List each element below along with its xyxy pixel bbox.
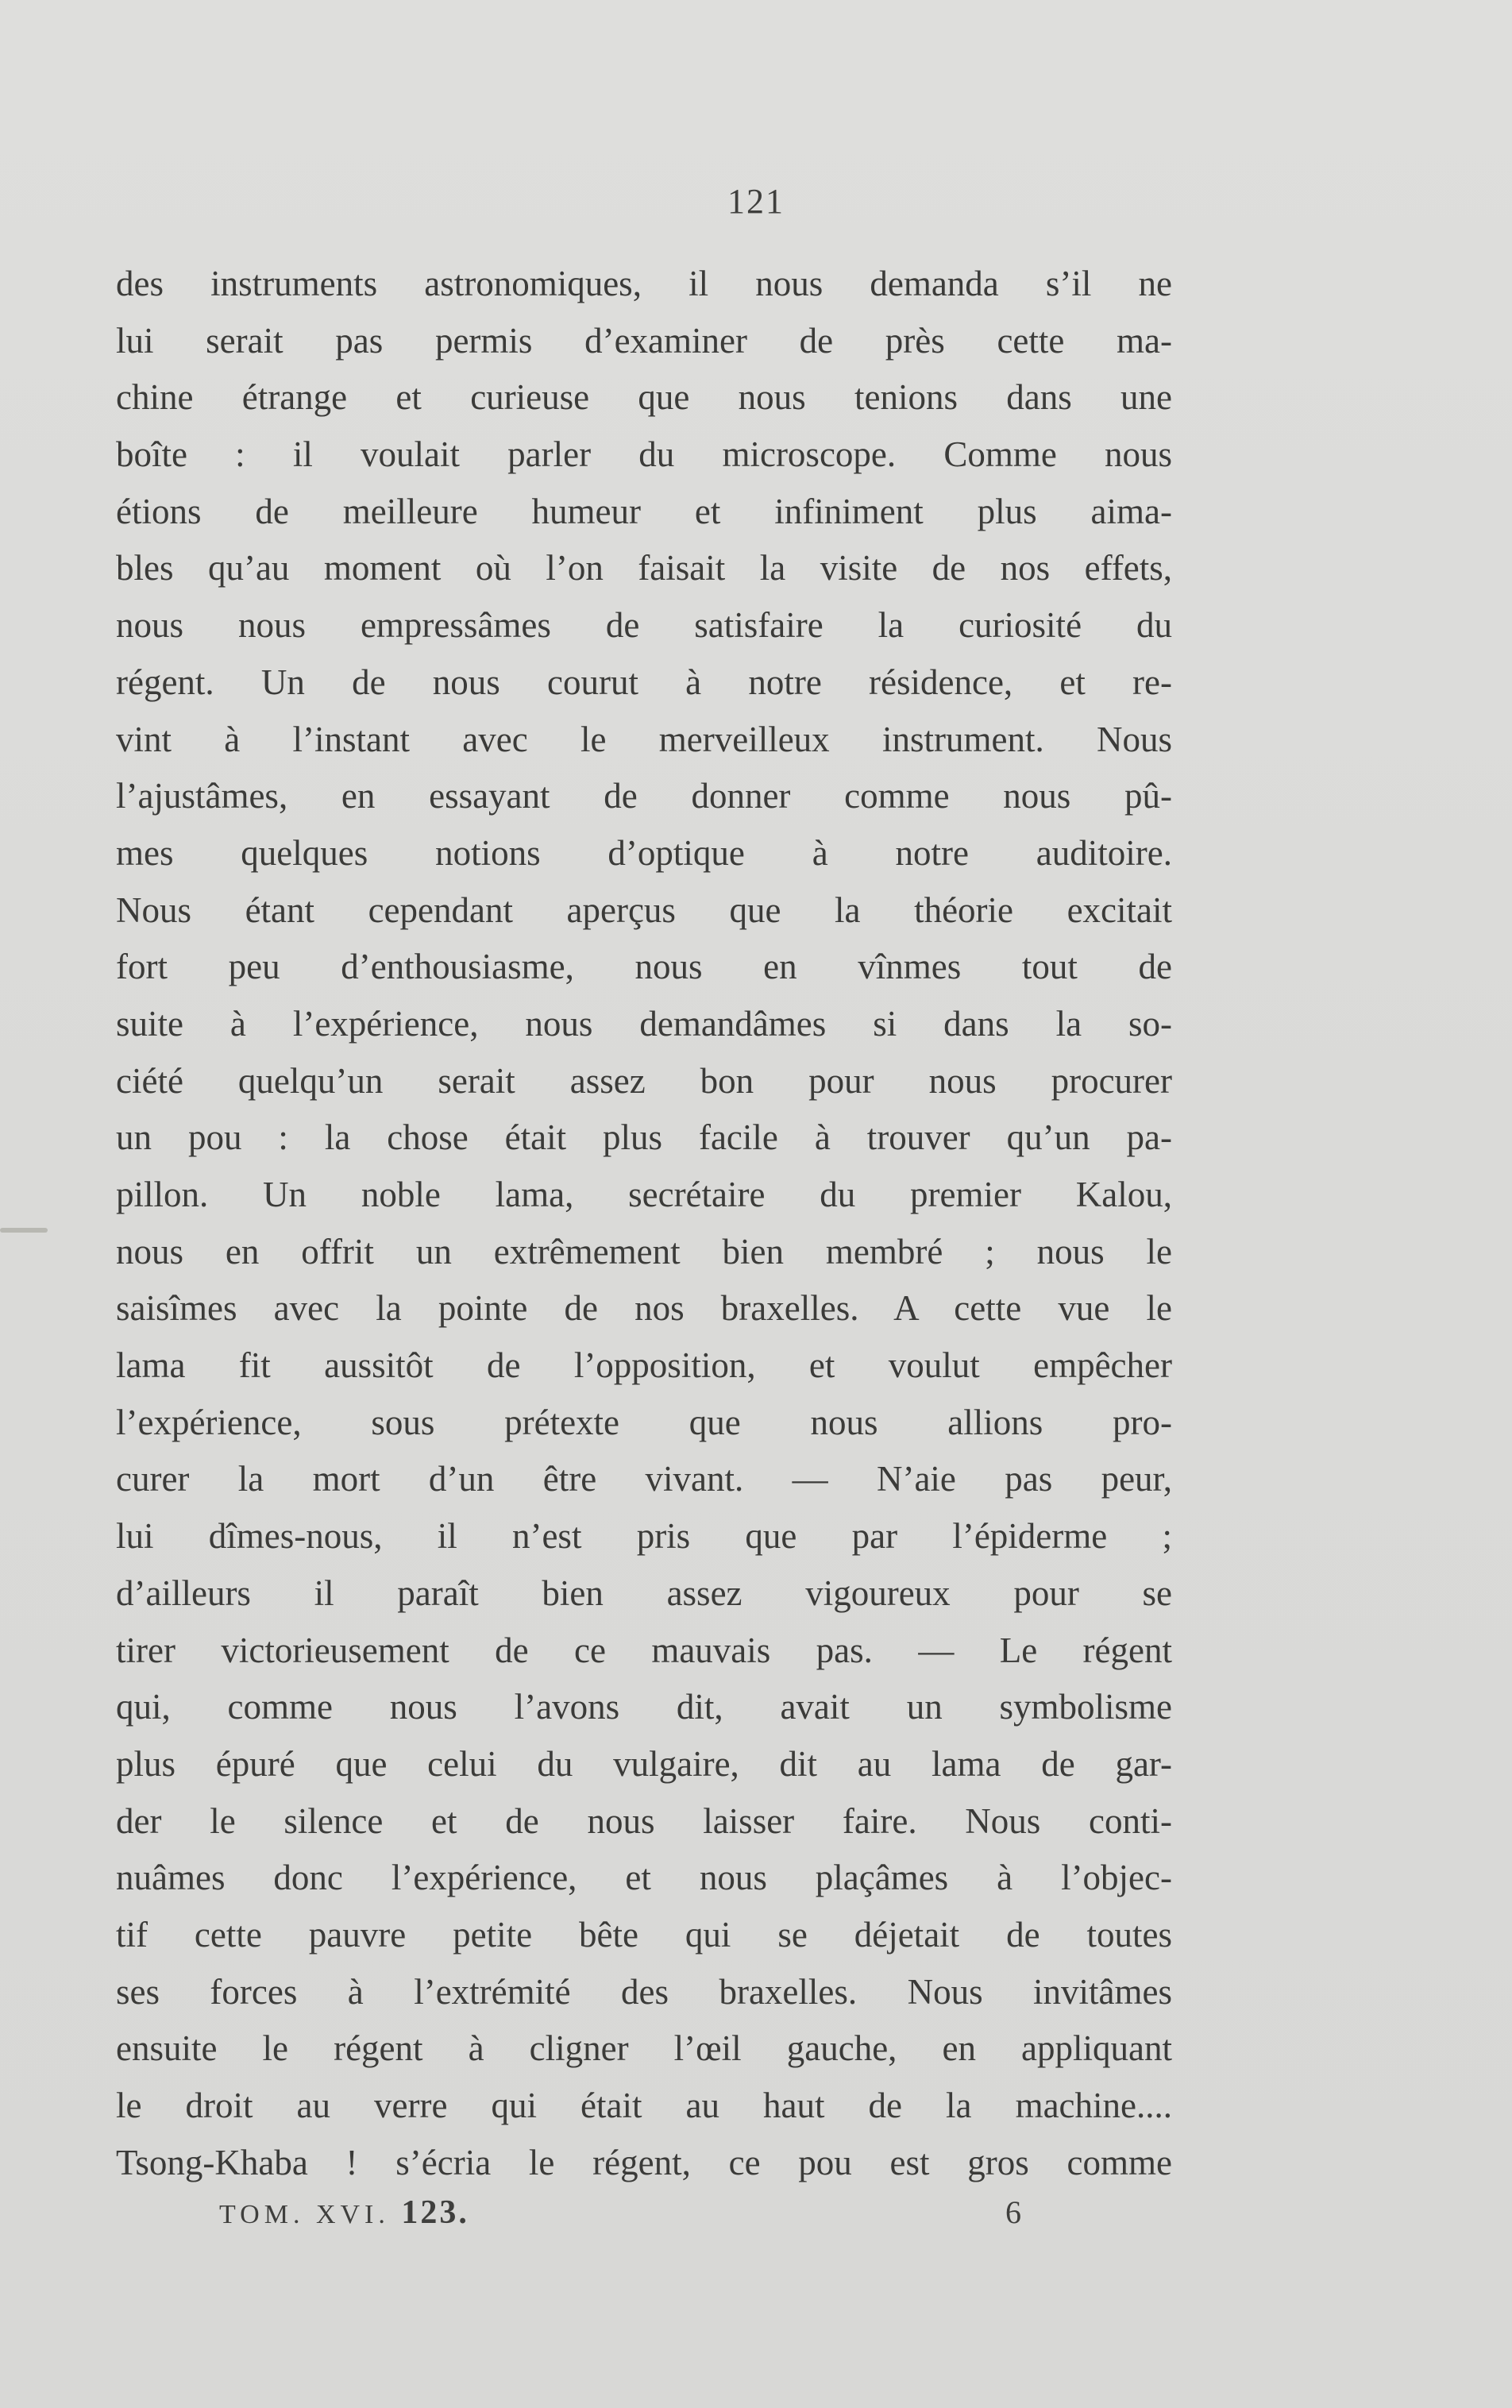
text-line: Tsong-Khaba ! s’écria le régent, ce pou est gros comme [116, 2142, 1172, 2182]
volume-signature [219, 2194, 469, 2232]
text-line: étions de meilleure humeur et infiniment plus aima- [116, 491, 1172, 531]
text-line: ciété quelqu’un serait assez bon pour nous procurer [116, 1060, 1172, 1101]
text-line: un pou : la chose était plus facile à trouver qu’un pa- [116, 1117, 1172, 1158]
signature-mark: 6 [1005, 2194, 1021, 2230]
text-line: lui dîmes-nous, il n’est pris que par l’épiderme ; [116, 1516, 1172, 1557]
page-footer [219, 2194, 1021, 2241]
text-line: ses forces à l’extrémité des braxelles. Nous invitâmes [116, 1971, 1172, 2012]
text-line: curer la mort d’un être vivant. — N’aie pas peur, [116, 1459, 1172, 1499]
text-line: des instruments astronomiques, il nous demanda s’il ne [116, 264, 1172, 303]
text-line: nous nous empressâmes de satisfaire la curiosité du [116, 605, 1172, 646]
text-line: pillon. Un noble lama, secrétaire du premier Kalou, [116, 1175, 1172, 1214]
issue-number: 123. [401, 2194, 469, 2231]
text-line: l’expérience, sous prétexte que nous allions pro- [116, 1402, 1172, 1442]
text-line: qui, comme nous l’avons dit, avait un symbolisme [116, 1687, 1172, 1727]
text-line: chine étrange et curieuse que nous tenions dans une [116, 377, 1172, 418]
volume-label: TOM. XVI. [219, 2200, 390, 2229]
text-line: nuâmes donc l’expérience, et nous plaçâmes à l’objec- [116, 1858, 1172, 1898]
text-line: bles qu’au moment où l’on faisait la visite de nos effets, [116, 548, 1172, 588]
text-line: lui serait pas permis d’examiner de près cette ma- [116, 320, 1172, 361]
text-line: nous en offrit un extrêmement bien membré ; nous le [116, 1231, 1172, 1272]
text-line: lama fit aussitôt de l’opposition, et voulut empêcher [116, 1345, 1172, 1386]
text-line: plus épuré que celui du vulgaire, dit au lama de gar- [116, 1743, 1172, 1784]
text-line: Nous étant cependant aperçus que la théorie excitait [116, 889, 1172, 930]
text-line: l’ajustâmes, en essayant de donner comme nous pû- [116, 776, 1172, 816]
text-line: mes quelques notions d’optique à notre auditoire. [116, 832, 1172, 873]
page-number: 121 [727, 182, 785, 221]
text-line: le droit au verre qui était au haut de la machine.... [116, 2086, 1172, 2125]
text-line: saisîmes avec la pointe de nos braxelles. A cette vue le [116, 1288, 1172, 1329]
text-line: d’ailleurs il paraît bien assez vigoureux pour se [116, 1573, 1172, 1613]
text-line: régent. Un de nous courut à notre résidence, et re- [116, 662, 1172, 702]
text-line: boîte : il voulait parler du microscope. Comme nous [116, 434, 1172, 475]
margin-mark [0, 1228, 48, 1233]
text-line: fort peu d’enthousiasme, nous en vînmes tout de [116, 947, 1172, 987]
text-line: tirer victorieusement de ce mauvais pas. — Le régent [116, 1630, 1172, 1670]
text-line: tif cette pauvre petite bête qui se déjetait de toutes [116, 1914, 1172, 1955]
body-text [116, 256, 1172, 2191]
text-line: suite à l’expérience, nous demandâmes si dans la so- [116, 1003, 1172, 1044]
text-line: vint à l’instant avec le merveilleux instrument. Nous [116, 719, 1172, 759]
text-line: der le silence et de nous laisser faire. Nous conti- [116, 1800, 1172, 1841]
text-line: ensuite le régent à cligner l’œil gauche, en appliquant [116, 2028, 1172, 2069]
